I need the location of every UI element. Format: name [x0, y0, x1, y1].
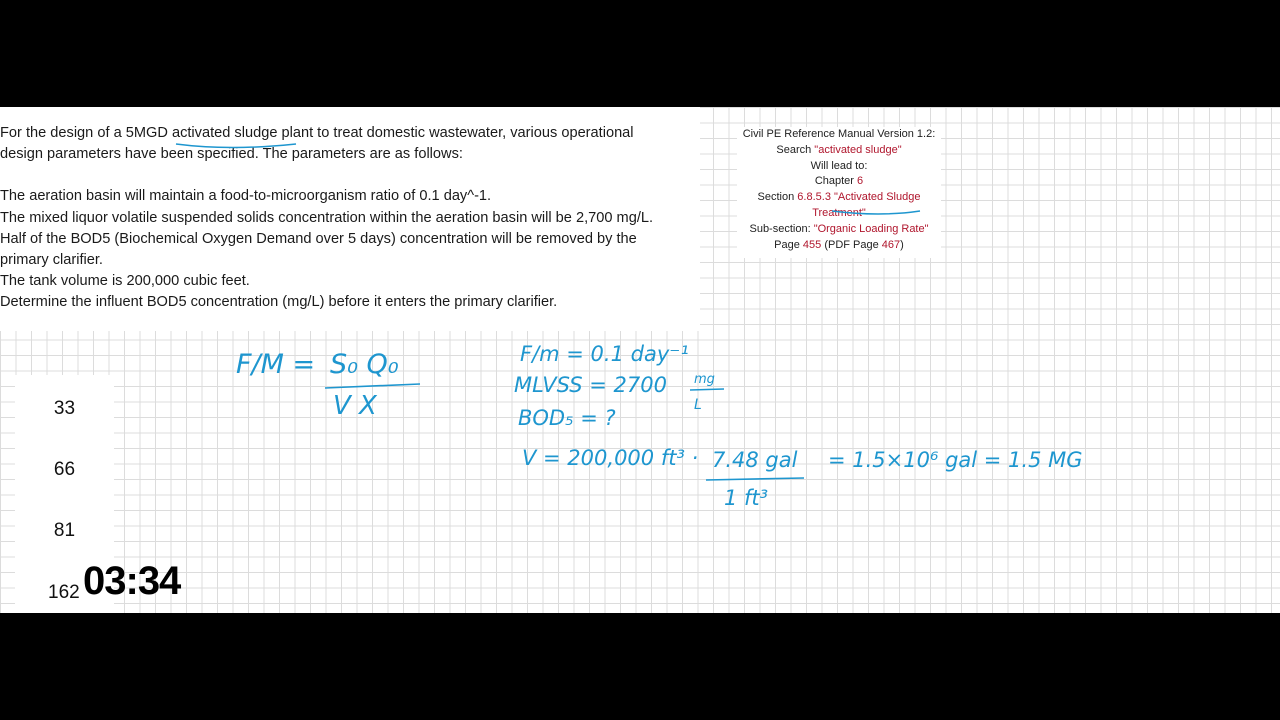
- reference-title: Civil PE Reference Manual Version 1.2:: [742, 128, 936, 140]
- search-term: "activated sludge": [814, 143, 902, 156]
- reference-chapter: Chapter 6: [814, 175, 864, 188]
- problem-line: The mixed liquor volatile suspended solids concentration within the aeration basin will be 2,700 mg/L.: [0, 209, 654, 226]
- reference-search: Search "activated sludge": [776, 143, 902, 156]
- counter-value: 81: [53, 520, 76, 541]
- given-fm: F/m = 0.1 day⁻¹: [520, 342, 689, 366]
- problem-line: The tank volume is 200,000 cubic feet.: [0, 273, 250, 290]
- counter-value: 33: [53, 398, 76, 419]
- given-v: V = 200,000 ft³ ·: [522, 446, 699, 470]
- small-counter: 162: [48, 582, 80, 603]
- fraction-bar: [690, 389, 724, 390]
- reference-section-cont: Treatment": [812, 206, 866, 219]
- problem-line: Determine the influent BOD5 concentration (mg/L) before it enters the primary clarifier.: [0, 294, 558, 311]
- problem-statement: [0, 107, 700, 331]
- problem-line: For the design of a 5MGD activated sludge plant to treat domestic wastewater, various operational: [0, 125, 634, 141]
- problem-line: design parameters have been specified. The parameters are as follows:: [0, 146, 463, 163]
- fraction-bar: [706, 478, 804, 480]
- formula-lhs: F/M =: [236, 349, 316, 380]
- formula-numerator: S₀ Q₀: [330, 349, 399, 380]
- conversion-numerator: 7.48 gal: [712, 448, 798, 472]
- reference-note: [737, 127, 941, 258]
- volume-result: = 1.5×10⁶ gal = 1.5 MG: [828, 448, 1083, 472]
- mlvss-unit-num: mg: [694, 372, 715, 387]
- conversion-denominator: 1 ft³: [724, 486, 769, 510]
- fraction-bar: [325, 384, 420, 388]
- problem-line: primary clarifier.: [0, 252, 103, 269]
- reference-subsection: Sub-section: "Organic Loading Rate": [749, 222, 929, 235]
- reference-lead: Will lead to:: [810, 159, 868, 172]
- mlvss-unit-den: L: [694, 397, 702, 413]
- given-bod: BOD₅ = ?: [518, 406, 616, 430]
- reference-section: Section 6.8.5.3 "Activated Sludge: [757, 191, 921, 204]
- counter-value: 66: [53, 459, 76, 480]
- timer: 03:34: [83, 559, 181, 603]
- problem-line: [0, 165, 700, 186]
- problem-line: Half of the BOD5 (Biochemical Oxygen Demand over 5 days) concentration will be removed by the: [0, 230, 637, 247]
- formula-denominator: V X: [333, 391, 377, 421]
- given-mlvss: MLVSS = 2700: [514, 373, 667, 397]
- whiteboard-canvas: [0, 107, 1280, 613]
- reference-page: Page 455 (PDF Page 467): [774, 238, 904, 251]
- problem-line: The aeration basin will maintain a food-to-microorganism ratio of 0.1 day^-1.: [0, 188, 492, 205]
